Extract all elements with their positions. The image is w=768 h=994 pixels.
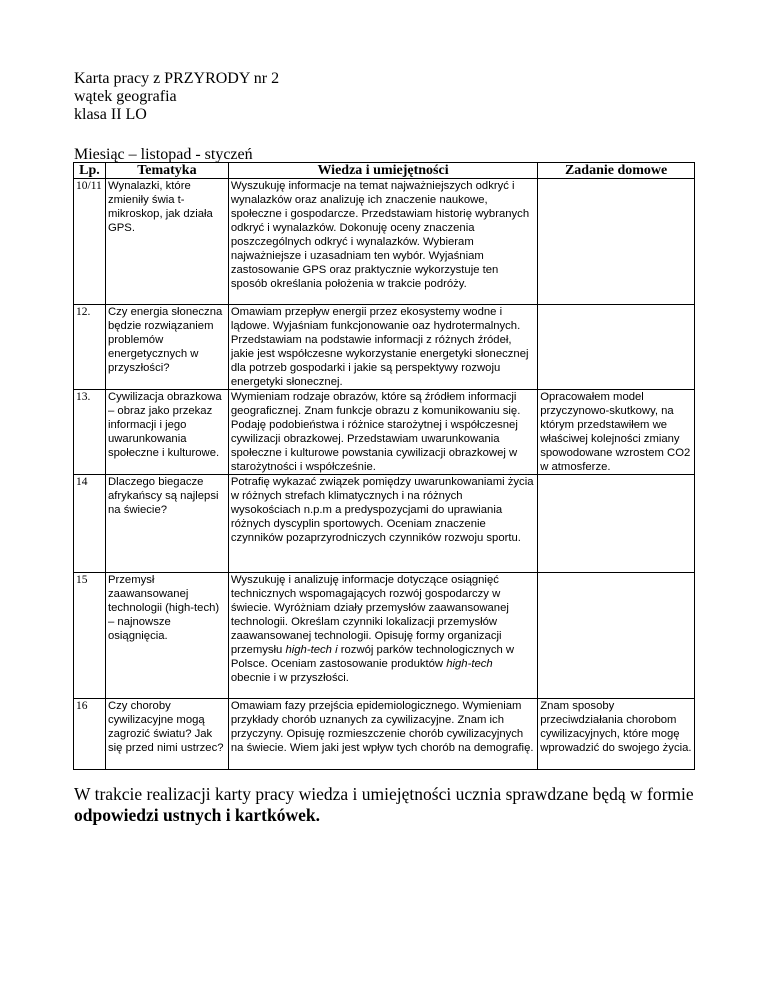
assessment-note xyxy=(74,784,714,826)
wiedza-text-a: Wyszukuję i analizuję informacje dotyczące osiągnięć technicznych wspomagających rozwój gospodarczy w świecie. Wyróżniam działy przemysłów zaawansowanej technologii. Określam czynniki lokalizacji przemysłów zaawansowanej technologii. Opisuję formy organizacji przemysłu xyxy=(230,574,509,656)
row-zadanie xyxy=(538,475,695,573)
row-wiedza: Omawiam fazy przejścia epidemiologicznego. Wymieniam przykłady chorób uznanych za cywilizacyjne. Znam ich przyczyny. Opisuję rozmieszczenie chorób cywilizacyjnych na świecie. Wiem jaki jest wpływ tych chorób na demografię. xyxy=(228,699,537,770)
row-wiedza: Wyszukuję informacje na temat najważniejszych odkryć i wynalazków oraz analizuję ich znaczenie naukowe, społeczne i gospodarcze. Przedstawiam historię wybranych odkryć i wynalazków. Dokonuję oceny znaczenia poszczególnych odkryć i wynalazków. Wybieram najważniejsze i uzasadniam ten wybór. Wyjaśniam zastosowanie GPS oraz praktycznie wykorzystuje ten sposób określania położenia w trakcie podróży. xyxy=(228,179,537,305)
row-lp: 16 xyxy=(74,699,106,770)
row-wiedza: Wymieniam rodzaje obrazów, które są źródłem informacji geograficznej. Znam funkcje obrazu z komunikowaniu się. Podaję podobieństwa i różnice starożytnej i współczesnej cywilizacji obrazkowej. Przedstawiam uwarunkowania społeczne i kulturowe powstania cywilizacji obrazkowej w starożytności i współcześnie. xyxy=(228,390,537,475)
wiedza-text-c: obecnie i w przyszłości. xyxy=(230,672,349,684)
row-zadanie xyxy=(538,305,695,390)
row-wiedza: Omawiam przepływ energii przez ekosystemy wodne i lądowe. Wyjaśniam funkcjonowanie oaz hydrotermalnych. Przedstawiam na podstawie informacji z różnych źródeł, jakie jest współczesne wykorzystanie energetyki słonecznej dla potrzeb gospodarki i jakie są perspektywy rozwoju energetyki słonecznej. xyxy=(228,305,537,390)
table-row xyxy=(74,573,695,699)
row-zadanie xyxy=(538,573,695,699)
document-header xyxy=(74,70,279,124)
row-tematyka: Przemysł zaawansowanej technologii (high-tech) – najnowsze osiągnięcia. xyxy=(105,573,228,699)
worksheet-table xyxy=(73,162,695,770)
table-row xyxy=(74,305,695,390)
row-lp: 12. xyxy=(74,305,106,390)
row-tematyka: Dlaczego biegacze afrykańscy są najlepsi na świecie? xyxy=(105,475,228,573)
table-row xyxy=(74,390,695,475)
row-tematyka: Wynalazki, które zmieniły świa t- mikroskop, jak działa GPS. xyxy=(105,179,228,305)
month-range: Miesiąc – listopad - styczeń xyxy=(74,146,253,163)
row-lp: 13. xyxy=(74,390,106,475)
row-zadanie: Znam sposoby przeciwdziałania chorobom cywilizacyjnych, które mogę wprowadzić do swojego życia. xyxy=(538,699,695,770)
wiedza-italic-2: high-tech xyxy=(446,658,493,670)
row-zadanie xyxy=(538,179,695,305)
row-tematyka: Czy energia słoneczna będzie rozwiązaniem problemów energetycznych w przyszłości? xyxy=(105,305,228,390)
row-lp: 10/11 xyxy=(74,179,106,305)
wiedza-text-b: rozwój parków technologicznych w Polsce. Oceniam zastosowanie produktów xyxy=(230,644,515,670)
row-lp: 14 xyxy=(74,475,106,573)
col-header-lp: Lp. xyxy=(74,163,106,179)
table-row xyxy=(74,179,695,305)
table-row xyxy=(74,475,695,573)
row-tematyka: Cywilizacja obrazkowa – obraz jako przekaz informacji i jego uwarunkowania społeczne i kulturowe. xyxy=(105,390,228,475)
col-header-zadanie: Zadanie domowe xyxy=(538,163,695,179)
col-header-tematyka: Tematyka xyxy=(105,163,228,179)
row-wiedza xyxy=(228,573,537,699)
table-header-row xyxy=(74,163,695,179)
row-tematyka: Czy choroby cywilizacyjne mogą zagrozić światu? Jak się przed nimi ustrzec? xyxy=(105,699,228,770)
col-header-wiedza: Wiedza i umiejętności xyxy=(228,163,537,179)
assessment-bold: odpowiedzi ustnych i kartkówek. xyxy=(74,805,321,825)
class-label: klasa II LO xyxy=(74,106,147,123)
subject-thread: wątek geografia xyxy=(74,88,177,105)
worksheet-title: Karta pracy z PRZYRODY nr 2 xyxy=(74,70,280,87)
assessment-text: W trakcie realizacji karty pracy wiedza i umiejętności ucznia sprawdzane będą w formie xyxy=(74,784,694,804)
row-zadanie: Opracowałem model przyczynowo-skutkowy, na którym przedstawiłem we właściwej kolejności zmiany spowodowane wzrostem CO2 w atmosferze. xyxy=(538,390,695,475)
row-lp: 15 xyxy=(74,573,106,699)
row-wiedza: Potrafię wykazać związek pomiędzy uwarunkowaniami życia w różnych strefach klimatycznych i na różnych wysokościach n.p.m a predyspozycjami do uprawiania różnych dyscyplin sportowych. Oceniam znaczenie czynników pozaprzyrodniczych czynników rozwoju sportu. xyxy=(228,475,537,573)
table-row xyxy=(74,699,695,770)
wiedza-italic-1: high-tech i xyxy=(285,644,338,656)
